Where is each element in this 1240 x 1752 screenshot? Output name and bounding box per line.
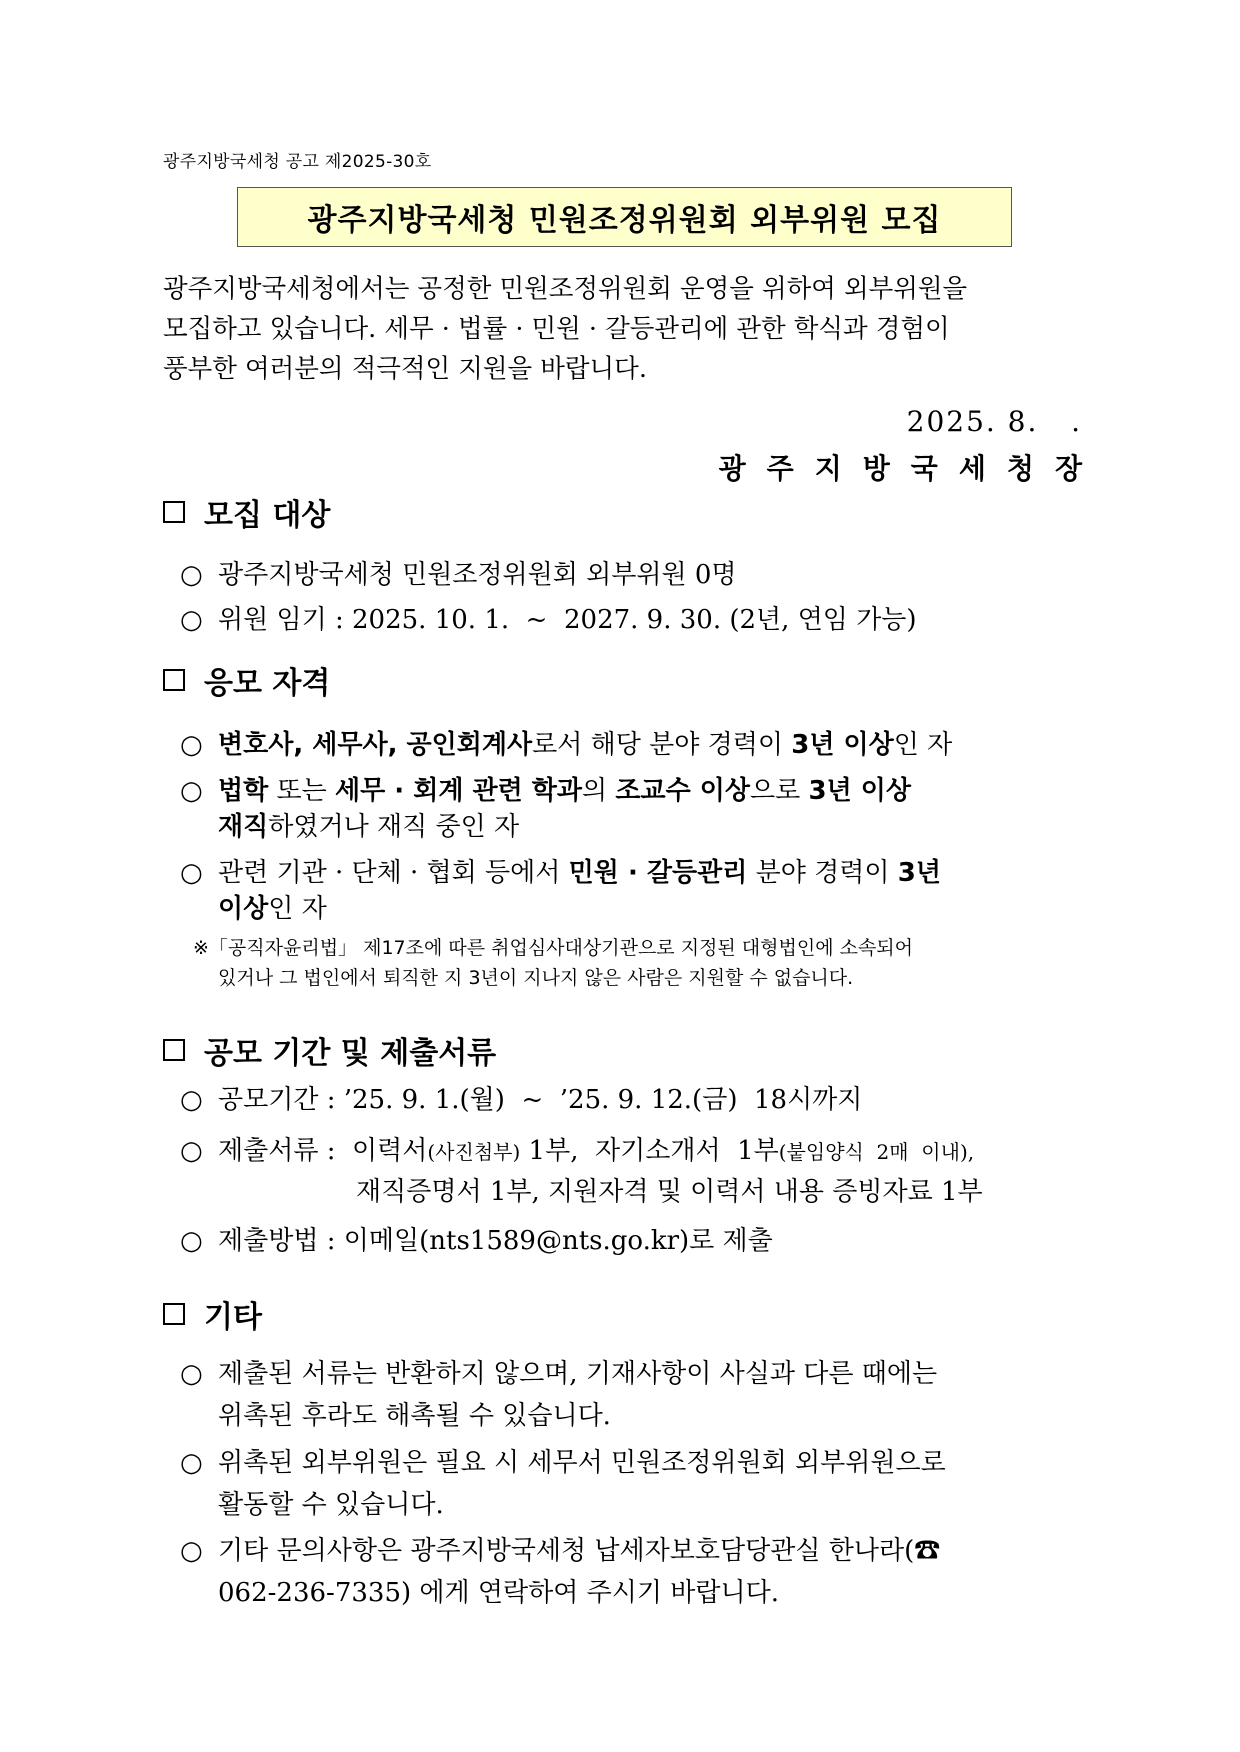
circle-bullet-icon: ○ xyxy=(180,858,203,888)
circle-bullet-icon: ○ xyxy=(180,1536,203,1566)
title-box xyxy=(237,187,1012,247)
circle-bullet-icon: ○ xyxy=(180,560,203,590)
list-item: ○ 제출방법 : 이메일(nts1589@nts.go.kr)로 제출 xyxy=(180,1223,1085,1259)
notice-date: 2025. 8. . xyxy=(906,405,1082,438)
circle-bullet-icon: ○ xyxy=(180,776,203,806)
circle-bullet-icon: ○ xyxy=(180,1448,203,1478)
section-heading-target: 모집 대상 xyxy=(163,490,330,534)
circle-bullet-icon: ○ xyxy=(180,1359,203,1389)
circle-bullet-icon: ○ xyxy=(180,1226,203,1256)
list-item: ○ 법학 또는 세무 · 회계 관련 학과의 조교수 이상으로 3년 이상 재직하였거나 재직 중인 자 xyxy=(180,773,1085,845)
list-item: ○ 광주지방국세청 민원조정위원회 외부위원 0명 xyxy=(180,557,1085,593)
list-item: ○ 기타 문의사항은 광주지방국세청 납세자보호담당관실 한나라(☎ 062-236-7335) 에게 연락하여 주시기 바랍니다. xyxy=(180,1533,1085,1611)
intro-line: 풍부한 여러분의 적극적인 지원을 바랍니다. xyxy=(163,354,647,384)
checkbox-icon xyxy=(163,501,185,523)
intro-line: 광주지방국세청에서는 공정한 민원조정위원회 운영을 위하여 외부위원을 xyxy=(163,274,968,304)
circle-bullet-icon: ○ xyxy=(180,1085,203,1115)
list-item: ○ 공모기간 : ’25. 9. 1.(월) ~ ’25. 9. 12.(금) 18시까지 xyxy=(180,1082,1085,1118)
circle-bullet-icon: ○ xyxy=(180,730,203,760)
checkbox-icon xyxy=(163,1303,185,1325)
eligibility-note: ※「공직자윤리법」 제17조에 따른 취업심사대상기관으로 지정된 대형법인에 소속되어 있거나 그 법인에서 퇴직한 지 3년이 지나지 않은 사람은 지원할 수 없습니다. xyxy=(193,937,914,989)
list-item: ○ 위원 임기 : 2025. 10. 1. ~ 2027. 9. 30. (2년, 연임 가능) xyxy=(180,602,1085,638)
section-heading-qualification: 응모 자격 xyxy=(163,658,330,702)
signer: 광주지방국세청장 xyxy=(718,452,1103,485)
page-title: 광주지방국세청 민원조정위원회 외부위원 모집 xyxy=(307,203,942,238)
list-item: ○ 변호사, 세무사, 공인회계사로서 해당 분야 경력이 3년 이상인 자 xyxy=(180,727,1085,763)
checkbox-icon xyxy=(163,1039,185,1061)
list-item: ○ 위촉된 외부위원은 필요 시 세무서 민원조정위원회 외부위원으로 활동할 수 있습니다. xyxy=(180,1445,1085,1523)
notice-number: 광주지방국세청 공고 제2025-30호 xyxy=(163,152,432,172)
list-item: ○ 제출서류 : 이력서(사진첨부) 1부, 자기소개서 1부(붙임양식 2매 이내), 재직증명서 1부, 지원자격 및 이력서 내용 증빙자료 1부 xyxy=(180,1133,1085,1210)
list-item: ○ 제출된 서류는 반환하지 않으며, 기재사항이 사실과 다른 때에는 위촉된 후라도 해촉될 수 있습니다. xyxy=(180,1356,1085,1434)
intro-paragraph xyxy=(163,269,1085,389)
intro-line: 모집하고 있습니다. 세무 · 법률 · 민원 · 갈등관리에 관한 학식과 경험이 xyxy=(163,314,950,344)
section-heading-period: 공모 기간 및 제출서류 xyxy=(163,1028,496,1072)
section-heading-etc: 기타 xyxy=(163,1292,262,1336)
circle-bullet-icon: ○ xyxy=(180,1136,203,1166)
circle-bullet-icon: ○ xyxy=(180,605,203,635)
list-item: ○ 관련 기관 · 단체 · 협회 등에서 민원 · 갈등관리 분야 경력이 3년 이상인 자 xyxy=(180,855,1085,927)
checkbox-icon xyxy=(163,669,185,691)
